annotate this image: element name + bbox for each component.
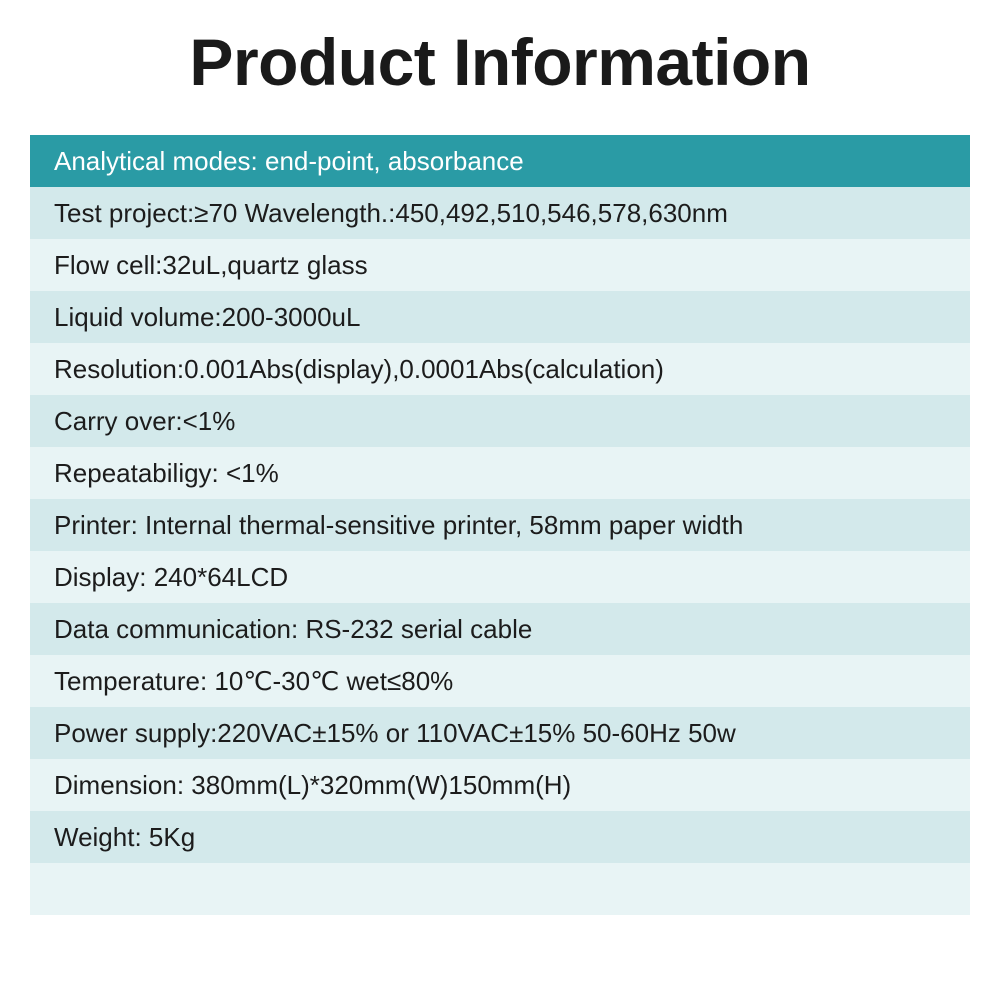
spec-row-data-communication: Data communication: RS-232 serial cable — [30, 603, 970, 655]
spec-table — [30, 135, 970, 915]
spec-row-resolution: Resolution:0.001Abs(display),0.0001Abs(calculation) — [30, 343, 970, 395]
spec-row-repeatability: Repeatabiligy: <1% — [30, 447, 970, 499]
spec-row-printer: Printer: Internal thermal-sensitive printer, 58mm paper width — [30, 499, 970, 551]
spec-row-temperature: Temperature: 10℃-30℃ wet≤80% — [30, 655, 970, 707]
spec-row-weight: Weight: 5Kg — [30, 811, 970, 863]
spec-header-row: Analytical modes: end-point, absorbance — [30, 135, 970, 187]
spec-row-dimension: Dimension: 380mm(L)*320mm(W)150mm(H) — [30, 759, 970, 811]
spec-row-power-supply: Power supply:220VAC±15% or 110VAC±15% 50-60Hz 50w — [30, 707, 970, 759]
spec-row-liquid-volume: Liquid volume:200-3000uL — [30, 291, 970, 343]
spec-row-flow-cell: Flow cell:32uL,quartz glass — [30, 239, 970, 291]
spec-row-test-project: Test project:≥70 Wavelength.:450,492,510,546,578,630nm — [30, 187, 970, 239]
spec-row-carry-over: Carry over:<1% — [30, 395, 970, 447]
spec-row-empty — [30, 863, 970, 915]
spec-row-display: Display: 240*64LCD — [30, 551, 970, 603]
page-title: Product Information — [189, 25, 811, 99]
